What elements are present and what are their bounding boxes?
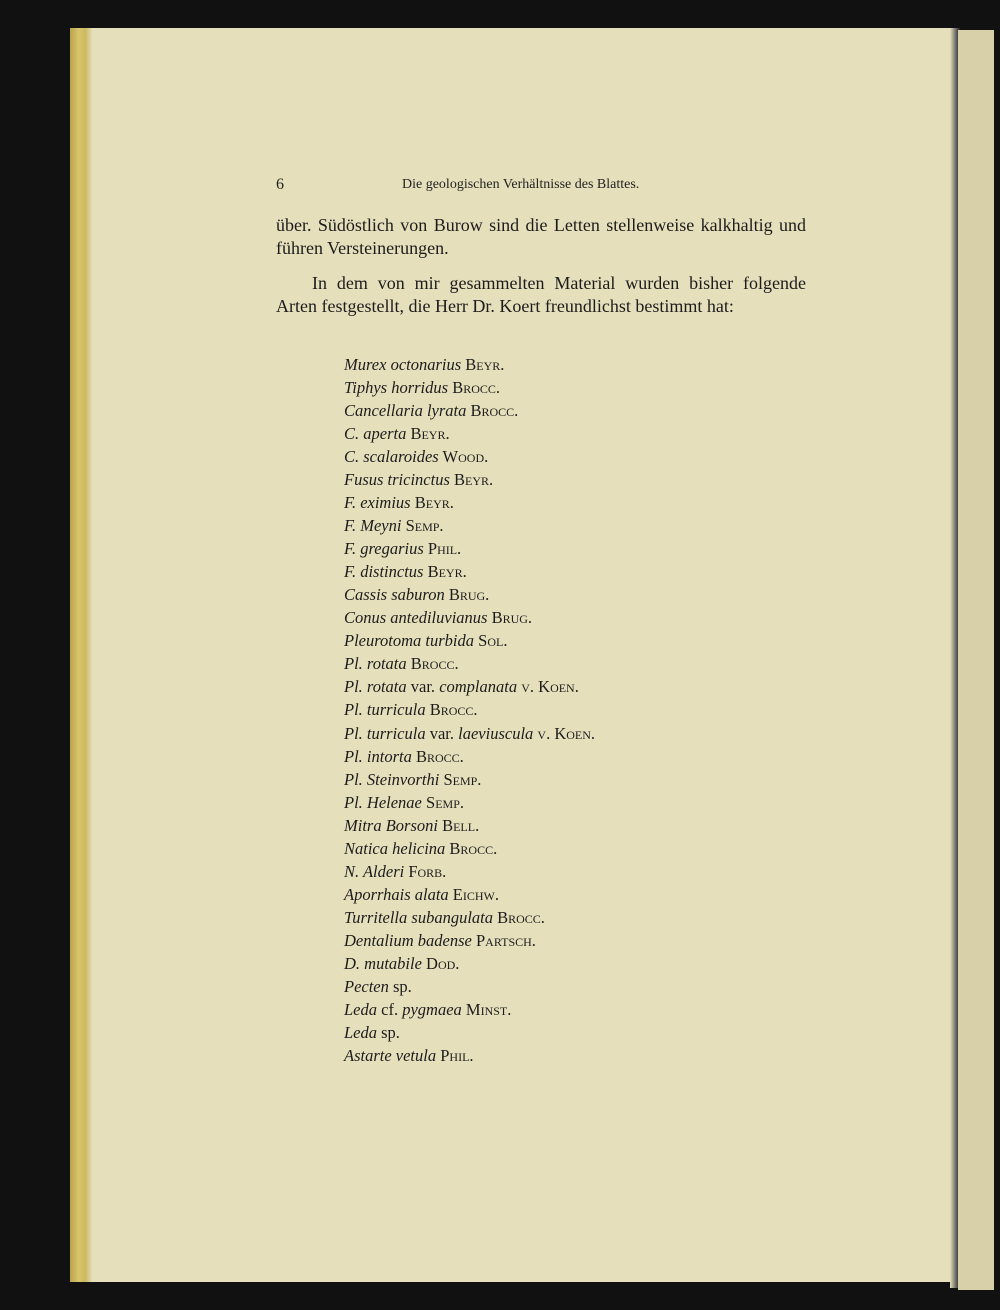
species-list: [344, 353, 595, 1067]
author-name: Beyr.: [449, 470, 494, 490]
author-name: Brocc.: [411, 746, 464, 766]
taxon-name: Turritella subangulata: [344, 907, 493, 927]
author-name: Wood.: [438, 447, 489, 467]
author-name: Phil.: [423, 539, 462, 559]
taxon-name: D. mutabile: [344, 953, 422, 973]
author-name: Phil.: [436, 1045, 474, 1065]
taxon-name: C. scalaroides: [344, 447, 439, 467]
author-name: Forb.: [404, 861, 447, 881]
species-entry: [344, 537, 595, 560]
taxon-name: F. Meyni: [344, 516, 402, 536]
taxon-name: F. gregarius: [344, 539, 424, 559]
qualifier: sp.: [377, 1022, 400, 1042]
author-name: Brocc.: [492, 907, 545, 927]
species-entry: [344, 422, 595, 445]
taxon-name: C. aperta: [344, 424, 407, 444]
author-name: Bell.: [437, 815, 480, 835]
taxon-name: Pl. turricula: [344, 700, 426, 720]
species-entry: [344, 583, 595, 606]
species-entry: [344, 1044, 595, 1067]
author-name: Beyr.: [406, 424, 450, 444]
author-name: v. Koen.: [533, 723, 596, 743]
species-entry: [344, 445, 595, 468]
species-entry: [344, 814, 595, 837]
taxon-name: Leda: [344, 1022, 377, 1042]
author-name: Brocc.: [425, 700, 478, 720]
species-entry: [344, 399, 595, 422]
taxon-name: N. Alderi: [344, 861, 405, 881]
qualifier: var.: [406, 677, 440, 697]
taxon-name: Mitra Borsoni: [344, 815, 438, 835]
page-edge: [70, 28, 92, 1282]
adjacent-page: [958, 30, 994, 1290]
taxon-name: F. eximius: [344, 493, 411, 513]
taxon-name: Leda: [344, 999, 377, 1019]
author-name: Semp.: [421, 792, 464, 812]
species-entry: [344, 514, 595, 537]
species-entry: [344, 376, 595, 399]
taxon-name: Cassis saburon: [344, 585, 445, 605]
species-entry: [344, 860, 595, 883]
taxon-name: Pleurotoma turbida: [344, 631, 475, 651]
author-name: Minst.: [461, 999, 512, 1019]
author-name: v. Koen.: [517, 677, 579, 697]
author-name: Semp.: [401, 516, 444, 536]
taxon-name: Pecten: [344, 976, 389, 996]
taxon-name: Natica helicina: [344, 838, 446, 858]
taxon-name: pygmaea: [402, 999, 462, 1019]
page-number: 6: [276, 176, 284, 193]
species-entry: [344, 722, 595, 745]
taxon-name: Fusus tricinctus: [344, 470, 450, 490]
species-entry: [344, 698, 595, 721]
author-name: Beyr.: [410, 493, 454, 513]
species-entry: [344, 791, 595, 814]
taxon-name: Tiphys horridus: [344, 378, 449, 398]
author-name: Eichw.: [448, 884, 499, 904]
taxon-name: Pl. Helenae: [344, 792, 422, 812]
paragraph: über. Südöstlich von Burow sind die Letten stellenweise kalkhaltig und führen Versteinerungen.: [276, 215, 806, 258]
taxon-name: Conus antediluvianus: [344, 608, 488, 628]
taxon-name: complanata: [439, 677, 518, 697]
author-name: Brocc.: [406, 654, 459, 674]
author-name: Beyr.: [423, 562, 467, 582]
taxon-name: Murex octonarius: [344, 355, 462, 374]
taxon-name: Aporrhais alata: [344, 884, 449, 904]
species-entry: [344, 906, 595, 929]
author-name: Beyr.: [461, 355, 505, 374]
species-entry: [344, 768, 595, 791]
author-name: Partsch.: [471, 930, 536, 950]
taxon-name: Astarte vetula: [344, 1045, 437, 1065]
species-entry: [344, 1021, 595, 1044]
running-title: Die geologischen Verhältnisse des Blattes.: [402, 177, 640, 192]
species-entry: [344, 606, 595, 629]
species-entry: [344, 560, 595, 583]
author-name: Brocc.: [445, 838, 498, 858]
species-entry: [344, 952, 595, 975]
taxon-name: Pl. turricula: [344, 723, 426, 743]
species-entry: [344, 998, 595, 1021]
author-name: Brug.: [487, 608, 533, 628]
author-name: Sol.: [474, 631, 508, 651]
species-entry: [344, 883, 595, 906]
qualifier: sp.: [388, 976, 412, 996]
species-entry: [344, 837, 595, 860]
taxon-name: Pl. rotata: [344, 654, 407, 674]
author-name: Brocc.: [448, 378, 501, 398]
taxon-name: Dentalium badense: [344, 930, 472, 950]
species-entry: [344, 468, 595, 491]
species-entry: [344, 491, 595, 514]
taxon-name: Pl. intorta: [344, 746, 412, 766]
species-entry: [344, 975, 595, 998]
author-name: Brocc.: [466, 401, 519, 421]
species-entry: [344, 745, 595, 768]
qualifier: var.: [425, 723, 459, 743]
species-entry: [344, 675, 595, 698]
taxon-name: Cancellaria lyrata: [344, 401, 467, 421]
taxon-name: F. distinctus: [344, 562, 424, 582]
species-entry: [344, 652, 595, 675]
author-name: Brug.: [444, 585, 490, 605]
qualifier: cf.: [377, 999, 403, 1019]
species-entry: [344, 929, 595, 952]
author-name: Dod.: [421, 953, 460, 973]
taxon-name: Pl. Steinvorthi: [344, 769, 440, 789]
author-name: Semp.: [439, 769, 482, 789]
paragraph: In dem von mir gesammelten Material wurden bisher folgende Arten festgestellt, die Herr Dr. Koert freundlichst bestimmt hat:: [276, 273, 806, 316]
taxon-name: laeviuscula: [458, 723, 534, 743]
species-entry: [344, 353, 595, 376]
species-entry: [344, 629, 595, 652]
taxon-name: Pl. rotata: [344, 677, 407, 697]
